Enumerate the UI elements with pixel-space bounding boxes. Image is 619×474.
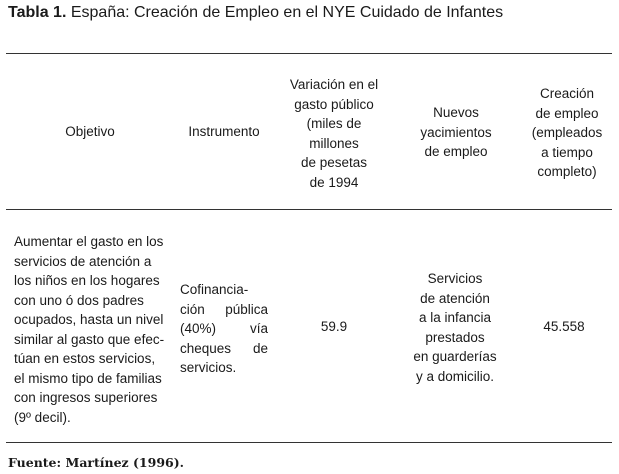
caption-label: Tabla 1. bbox=[8, 4, 67, 21]
header-variacion-line: (miles de bbox=[306, 116, 362, 131]
cell-variacion-gasto: 59.9 bbox=[320, 319, 348, 334]
objetivo-line: (9º decil). bbox=[14, 409, 71, 425]
objetivo-line: Aumentar el gasto en los bbox=[14, 234, 164, 249]
header-creacion-line: a tiempo bbox=[541, 144, 593, 160]
header-variacion-line: de pesetas bbox=[300, 155, 368, 170]
cell-instrumento bbox=[180, 280, 268, 378]
objetivo-line: con ingresos superiores bbox=[14, 390, 158, 405]
header-objetivo-line: Objetivo bbox=[65, 124, 115, 139]
cell-nuevos-yacimientos bbox=[396, 269, 514, 386]
objetivo-line: ocupados, hasta un nivel bbox=[14, 312, 164, 327]
header-variacion-line: Variación en el bbox=[289, 77, 379, 92]
objetivo-line: los niños en los hogares bbox=[14, 273, 160, 288]
instrumento-line: cheques de bbox=[180, 340, 268, 356]
instrumento-line: servicios. bbox=[180, 360, 237, 375]
caption-text: España: Creación de Empleo en el NYE Cuidado de Infantes bbox=[70, 4, 504, 21]
header-instrumento bbox=[178, 122, 270, 142]
header-objetivo bbox=[10, 122, 170, 142]
cell-creacion-empleo: 45.558 bbox=[543, 319, 585, 334]
bottom-rule bbox=[6, 442, 612, 443]
source-note: Fuente: Martínez (1996). bbox=[8, 455, 184, 470]
nuevos-line: en guarderías bbox=[413, 349, 497, 364]
header-variacion-line: de 1994 bbox=[309, 174, 359, 190]
header-nuevos-line: yacimientos bbox=[420, 124, 492, 140]
nuevos-line: y a domicilio. bbox=[415, 368, 495, 384]
instrumento-line: ción pública bbox=[180, 301, 268, 317]
cell-objetivo bbox=[14, 232, 174, 427]
header-creacion-line: Creación bbox=[539, 86, 595, 101]
objetivo-line: el mismo tipo de familias bbox=[14, 370, 162, 386]
nuevos-line: Servicios bbox=[427, 271, 483, 286]
objetivo-line: servicios de atención a bbox=[14, 253, 152, 269]
table-caption bbox=[8, 4, 503, 22]
top-rule bbox=[6, 53, 612, 54]
header-creacion-empleo bbox=[520, 84, 614, 182]
header-nuevos-yacimientos bbox=[404, 103, 508, 162]
header-instrumento-line: Instrumento bbox=[188, 124, 260, 139]
header-variacion-line: millones bbox=[309, 135, 359, 151]
objetivo-line: similar al gasto que efec- bbox=[14, 331, 165, 347]
objetivo-line: túan en estos servicios, bbox=[14, 351, 156, 366]
header-rule bbox=[6, 209, 612, 210]
objetivo-line: con uno ó dos padres bbox=[14, 292, 144, 308]
nuevos-line: a la infancia bbox=[418, 310, 492, 325]
header-creacion-line: de empleo bbox=[535, 105, 599, 121]
header-variacion-line: gasto público bbox=[294, 96, 374, 112]
instrumento-line: Cofinancia- bbox=[180, 282, 249, 297]
header-creacion-line: (empleados bbox=[531, 125, 603, 140]
header-nuevos-line: de empleo bbox=[424, 144, 488, 159]
header-variacion bbox=[282, 75, 386, 192]
nuevos-line: de atención bbox=[420, 290, 490, 306]
nuevos-line: prestados bbox=[425, 329, 485, 345]
header-creacion-line: completo) bbox=[537, 164, 597, 179]
instrumento-line: (40%) vía bbox=[180, 321, 268, 336]
header-nuevos-line: Nuevos bbox=[433, 105, 479, 120]
